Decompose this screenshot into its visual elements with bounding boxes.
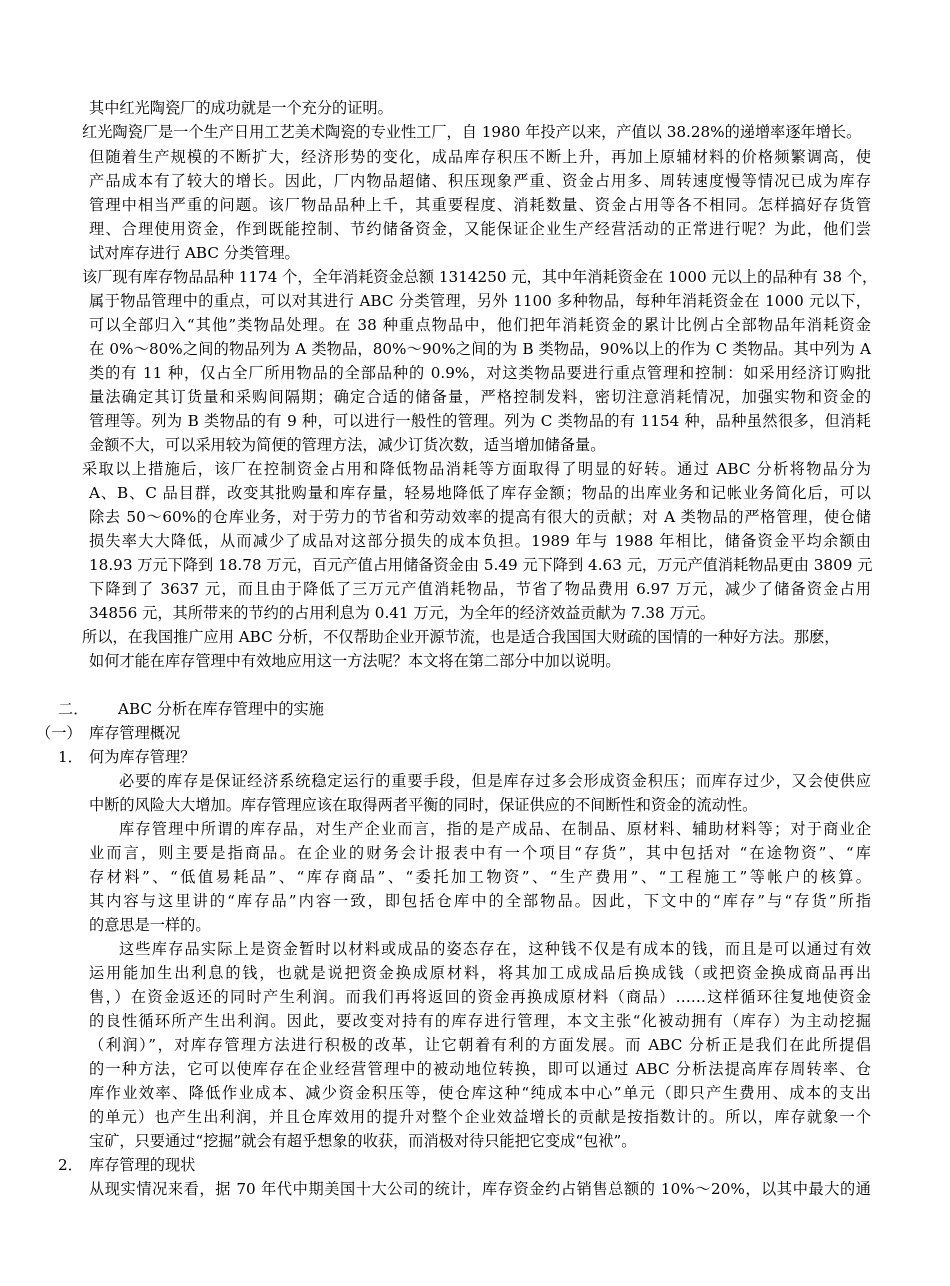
paragraph-line: 的单元）也产生出利润，并且仓库效用的提升对整个企业效益增长的贡献是按指数计的。所以，库存就象一个 (89, 1108, 871, 1126)
paragraph-line: 在 0%～80%之间的物品列为 A 类物品，80%～90%之间的为 B 类物品，90%以上的作为 C 类物品。其中列为 A (89, 340, 871, 358)
paragraph-line: 运用能加生出利息的钱，也就是说把资金换成原材料，将其加工成成品后换成钱（或把资金换成商品再出 (89, 964, 871, 982)
paragraph-line: 34856 元，其所带来的节约的占用利息为 0.41 万元，为全年的经济效益贡献为 7.38 万元。 (89, 604, 716, 622)
paragraph-line: （利润）”，对库存管理方法进行积极的改革，让它朝着有利的方面发展。而 ABC 分析正是我们在此所提倡 (89, 1036, 871, 1054)
paragraph-line: 管理等。列为 B 类物品的有 9 种，可以进行一般性的管理。列为 C 类物品的有 1154 种，品种虽然很多，但消耗 (89, 412, 871, 430)
paragraph-line: 试对库存进行 ABC 分类管理。 (89, 244, 300, 262)
paragraph-line: 如何才能在库存管理中有效地应用这一方法呢？本文将在第二部分中加以说明。 (89, 652, 621, 670)
paragraph-line: 售，）在资金返还的同时产生利润。而我们再将返回的资金再换成原材料（商品）……这样循环往复地使资金 (89, 988, 871, 1006)
paragraph-line: 库存管理中所谓的库存品，对生产企业而言，指的是产成品、在制品、原材料、辅助材料等；对于商业企 (119, 820, 871, 838)
paragraph-line: 的一种方法，它可以使库存在企业经营管理中的被动地位转换，即可以通过 ABC 分析法提高库存周转率、仓 (89, 1060, 871, 1078)
paragraph-line: 除去 50～60%的仓库业务，对于劳力的节省和劳动效率的提高有很大的贡献；对 A 类物品的严格管理，使仓储 (89, 508, 871, 526)
paragraph-line: 业而言，则主要是指商品。在企业的财务会计报表中有一个项目“存货”，其中包括对 “在途物资”、“库 (89, 844, 871, 862)
section-number: 二． (58, 700, 89, 718)
paragraph-line: 管理中相当严重的问题。该厂物品品种上千，其重要程度、消耗数量、资金占用等各不相同。怎样搞好存货管 (89, 196, 871, 214)
item-number: 1． (58, 748, 83, 766)
paragraph-line: 18.93 万元下降到 18.78 万元，百元产值占用储备资金由 5.49 元下降到 4.63 元，万元产值消耗物品更由 3809 元 (89, 556, 873, 574)
paragraph-line: 损失率大大降低，从而减少了成品对这部分损失的成本负担。1989 年与 1988 年相比，储备资金平均余额由 (89, 532, 871, 550)
paragraph-line: 必要的库存是保证经济系统稳定运行的重要手段，但是库存过多会形成资金积压；而库存过少，又会使供应 (119, 772, 871, 790)
paragraph-line: 类的有 11 种，仅占全厂所用物品的全部品种的 0.9%，对这类物品要进行重点管理和控制：如采用经济订购批 (89, 364, 871, 382)
paragraph-line: 该厂现有库存物品品种 1174 个，全年消耗资金总额 1314250 元，其中年消耗资金在 1000 元以上的品种有 38 个， (82, 268, 878, 286)
paragraph-line: 所以，在我国推广应用 ABC 分析，不仅帮助企业开源节流，也是适合我国国大财疏的国情的一种好方法。那麽， (82, 628, 840, 646)
paragraph-line: 金额不大，可以采用较为简便的管理方法，减少订货次数，适当增加储备量。 (89, 436, 606, 454)
paragraph-line: 采取以上措施后，该厂在控制资金占用和降低物品消耗等方面取得了明显的好转。通过 ABC 分析将物品分为 (82, 460, 871, 478)
paragraph-line: A、B、C 品目群，改变其批购量和库存量，轻易地降低了库存金额；物品的出库业务和记帐业务简化后，可以 (89, 484, 871, 502)
paragraph-line: 产品成本有了较大的增长。因此，厂内物品超储、积压现象严重、资金占用多、周转速度慢等情况已成为库存 (89, 172, 871, 190)
paragraph-line: 的意思是一样的。 (89, 916, 211, 934)
paragraph-line: 属于物品管理中的重点，可以对其进行 ABC 分类管理，另外 1100 多种物品，每种年消耗资金在 1000 元以下， (89, 292, 871, 310)
paragraph-line: 其内容与这里讲的“库存品”内容一致，即包括仓库中的全部物品。因此，下文中的“库存”与“存货”所指 (89, 892, 871, 910)
paragraph-line: 这些库存品实际上是资金暂时以材料或成品的姿态存在，这种钱不仅是有成本的钱，而且是可以通过有效 (119, 940, 871, 958)
paragraph-line: 下降到了 3637 元，而且由于降低了三万元产值消耗物品，节省了物品费用 6.97 万元，减少了储备资金占用 (89, 580, 871, 598)
paragraph-line: 中断的风险大大增加。库存管理应该在取得两者平衡的同时，保证供应的不间断性和资金的流动性。 (89, 796, 758, 814)
subsection-title: 库存管理概况 (89, 724, 181, 742)
paragraph-line: 红光陶瓷厂是一个生产日用工艺美术陶瓷的专业性工厂，自 1980 年投产以来，产值以 38.28%的递增率逐年增长。 (82, 123, 862, 141)
paragraph-line: 但随着生产规模的不断扩大，经济形势的变化，成品库存积压不断上升，再加上原辅材料的价格频繁调高，使 (89, 148, 871, 166)
paragraph-line: 库作业效率、降低作业成本、减少资金积压等，使仓库这种“纯成本中心”单元（即只产生费用、成本的支出 (89, 1084, 871, 1102)
item-number: 2． (58, 1156, 83, 1174)
paragraph-line: 其中红光陶瓷厂的成功就是一个充分的证明。 (89, 99, 393, 117)
paragraph-line: 理、合理使用资金，作到既能控制、节约储备资金，又能保证企业生产经营活动的正常进行呢？为此，他们尝 (89, 220, 871, 238)
paragraph-line: 从现实情况来看，据 70 年代中期美国十大公司的统计，库存资金约占销售总额的 10%～20%，以其中最大的通 (89, 1180, 871, 1198)
paragraph-line: 可以全部归入“其他”类物品处理。在 38 种重点物品中，他们把年消耗资金的累计比例占全部物品年消耗资金 (89, 316, 871, 334)
paragraph-line: 宝矿，只要通过“挖掘”就会有超乎想象的收获，而消极对待只能把它变成“包袱”。 (89, 1132, 637, 1150)
section-title: ABC 分析在库存管理中的实施 (118, 700, 324, 718)
item-title: 库存管理的现状 (89, 1156, 196, 1174)
paragraph-line: 的良性循环所产生出利润。因此，要改变对持有的库存进行管理，本文主张“化被动拥有（库存）为主动挖掘 (89, 1012, 871, 1030)
item-title: 何为库存管理？ (89, 748, 196, 766)
paragraph-line: 量法确定其订货量和采购间隔期；确定合适的储备量，严格控制发料，密切注意消耗情况，加强实物和资金的 (89, 388, 871, 406)
subsection-number: （一） (36, 724, 82, 742)
paragraph-line: 存材料”、“低值易耗品”、“库存商品”、“委托加工物资”、“生产费用”、“工程施工”等帐户的核算。 (89, 868, 871, 886)
